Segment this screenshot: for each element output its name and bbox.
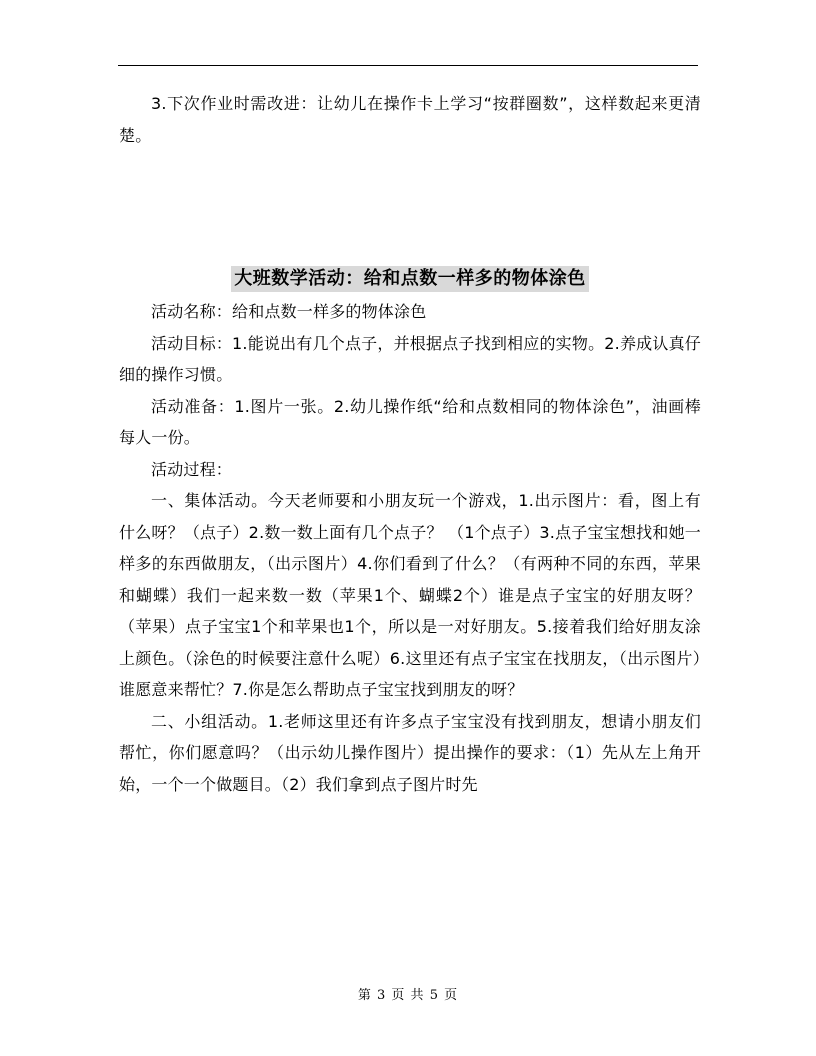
title-container [119, 263, 701, 294]
activity-preparation-paragraph: 活动准备：1.图片一张。2.幼儿操作纸“给和点数相同的物体涂色”，油画棒每人一份。 [119, 396, 701, 447]
activity-process-heading: 活动过程： [151, 459, 233, 479]
group-activity-paragraph: 一、集体活动。今天老师要和小朋友玩一个游戏，1.出示图片：看，图上有什么呀？（点子）2.数一数上面有几个点子？ （1个点子）3.点子宝宝想找和她一样多的东西做朋友，（出示图片）4.你们看到了什么？（有两种不同的东西，苹果和蝴蝶）我们一起来数一数（苹果1个、蝴蝶2个）谁是点子宝宝的好朋友呀？（苹果）点子宝宝1个和苹果也1个，所以是一对好朋友。5.接着我们给好朋友涂上颜色。（涂色的时候要注意什么呢）6.这里还有点子宝宝在找朋友，（出示图片）谁愿意来帮忙？7.你是怎么帮助点子宝宝找到朋友的呀？ [119, 491, 701, 699]
activity-goal-paragraph: 活动目标：1.能说出有几个点子，并根据点子找到相应的实物。2.养成认真仔细的操作习惯。 [119, 333, 701, 384]
section-spacer [119, 151, 701, 263]
activity-name-paragraph: 活动名称：给和点数一样多的物体涂色 [151, 302, 427, 321]
small-group-activity-paragraph: 二、小组活动。1.老师这里还有许多点子宝宝没有找到朋友，想请小朋友们帮忙，你们愿意吗？（出示幼儿操作图片）提出操作的要求：（1）先从左上角开始，一个一个做题目。（2）我们拿到点子图片时先 [119, 711, 701, 794]
intro-paragraph: 3.下次作业时需改进：让幼儿在操作卡上学习“按群圈数”，这样数起来更清楚。 [119, 94, 701, 145]
page-footer: 第 3 页 共 5 页 [357, 988, 459, 1003]
document-body [119, 88, 701, 800]
section-title: 大班数学活动：给和点数一样多的物体涂色 [231, 266, 589, 292]
header-rule [118, 65, 698, 66]
